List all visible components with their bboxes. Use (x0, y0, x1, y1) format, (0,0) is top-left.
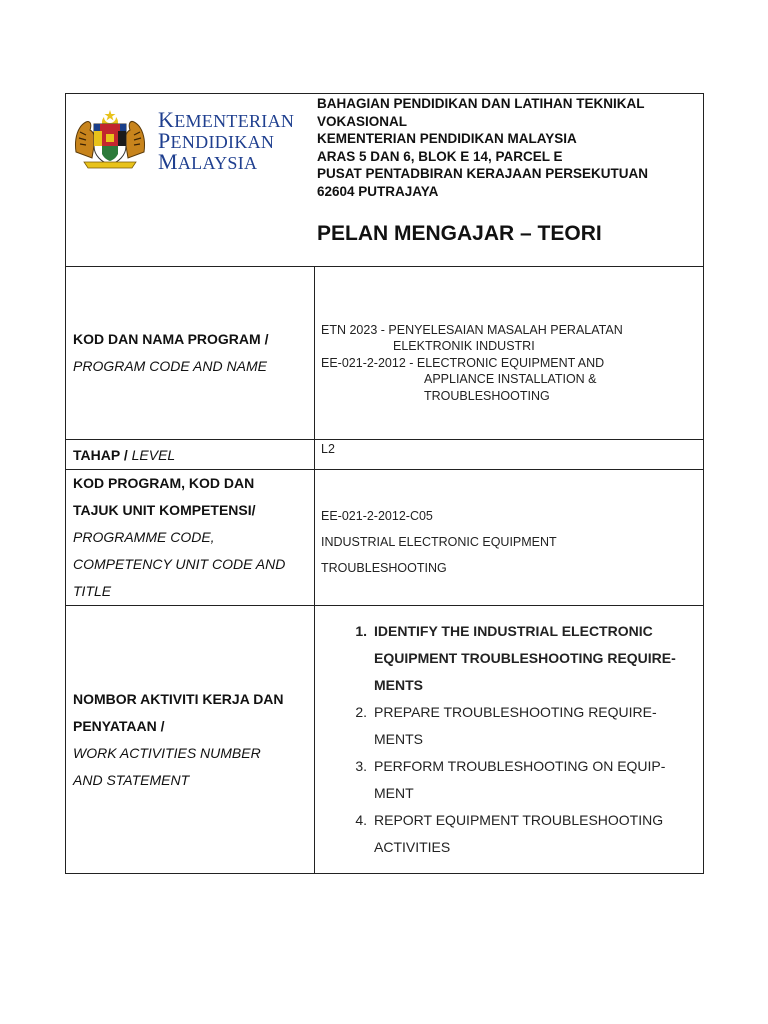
unit-line: TROUBLESHOOTING (321, 560, 447, 575)
unit-line: EE-021-2-2012-C05 (321, 508, 433, 523)
level-label-en: LEVEL (131, 446, 176, 463)
header-row (66, 94, 704, 267)
document-title: PELAN MENGAJAR – TEORI (317, 222, 602, 245)
level-row (66, 440, 704, 470)
activity-text: PERFORM TROUBLESHOOTING ON EQUIP-MENT (374, 758, 666, 801)
unit-label-ms: TAJUK UNIT KOMPETENSI/ (73, 502, 256, 518)
ministry-logo (72, 108, 312, 178)
lesson-plan-table (65, 93, 704, 874)
program-value-cell (315, 267, 704, 440)
level-value: L2 (321, 442, 335, 456)
activity-item (321, 807, 697, 861)
level-label-ms: TAHAP / (73, 446, 128, 463)
unit-label-ms: KOD PROGRAM, KOD DAN (73, 475, 255, 491)
activities-label-en: WORK ACTIVITIES NUMBER (73, 744, 261, 761)
activities-label-en: AND STATEMENT (73, 771, 190, 788)
activity-number: 1. (355, 623, 367, 639)
level-value-cell (315, 440, 704, 470)
address-block (317, 95, 701, 200)
activity-number: 2. (355, 704, 367, 720)
ministry-name (158, 107, 295, 174)
ministry-name-line-3: MALAYSIA (158, 149, 258, 174)
activity-item (321, 618, 697, 699)
address-line: BAHAGIAN PENDIDIKAN DAN LATIHAN TEKNIKAL (317, 96, 645, 111)
activity-list (321, 618, 703, 861)
program-line: EE-021-2-2012 - ELECTRONIC EQUIPMENT AND (321, 355, 605, 370)
coat-of-arms-icon (72, 108, 148, 170)
ministry-name-line-1: KEMENTERIAN (158, 107, 295, 132)
activity-number: 4. (355, 812, 367, 828)
address-line: 62604 PUTRAJAYA (317, 183, 439, 199)
activity-text: REPORT EQUIPMENT TROUBLESHOOTING ACTIVITIES (374, 812, 664, 855)
program-line: TROUBLESHOOTING (424, 388, 550, 403)
activity-number: 3. (355, 758, 367, 774)
activity-item (321, 753, 697, 807)
activity-item (321, 699, 697, 753)
program-label-cell (66, 267, 315, 440)
address-line: ARAS 5 DAN 6, BLOK E 14, PARCEL E (317, 148, 563, 164)
unit-row (66, 470, 704, 606)
activities-row (66, 606, 704, 874)
activity-text: IDENTIFY THE INDUSTRIAL ELECTRONIC EQUIPMENT TROUBLESHOOTING REQUIRE-MENTS (374, 623, 676, 693)
activities-value-cell (315, 606, 704, 874)
ministry-name-line-2: PENDIDIKAN (158, 128, 275, 153)
program-row (66, 267, 704, 440)
activities-label-cell (66, 606, 315, 874)
header-cell (66, 94, 704, 267)
program-line: ETN 2023 - PENYELESAIAN MASALAH PERALATAN (321, 322, 623, 337)
address-line: PUSAT PENTADBIRAN KERAJAAN PERSEKUTUAN (317, 166, 649, 181)
unit-label-en: TITLE (73, 583, 112, 599)
address-line: VOKASIONAL (317, 113, 408, 129)
level-label-cell (66, 440, 315, 470)
program-label-ms: KOD DAN NAMA PROGRAM / (73, 331, 269, 347)
unit-line: INDUSTRIAL ELECTRONIC EQUIPMENT (321, 534, 557, 549)
activity-text: PREPARE TROUBLESHOOTING REQUIRE-MENTS (374, 704, 657, 747)
unit-label-en: COMPETENCY UNIT CODE AND (73, 556, 286, 572)
program-line: APPLIANCE INSTALLATION & (424, 372, 597, 387)
program-label-en: PROGRAM CODE AND NAME (73, 358, 267, 374)
unit-value-cell (315, 470, 704, 606)
unit-label-cell (66, 470, 315, 606)
activities-label-ms: PENYATAAN / (73, 717, 165, 734)
address-line: KEMENTERIAN PENDIDIKAN MALAYSIA (317, 131, 577, 146)
activities-label-ms: NOMBOR AKTIVITI KERJA DAN (73, 690, 284, 707)
program-line: ELEKTRONIK INDUSTRI (393, 339, 535, 354)
unit-label-en: PROGRAMME CODE, (73, 529, 215, 545)
